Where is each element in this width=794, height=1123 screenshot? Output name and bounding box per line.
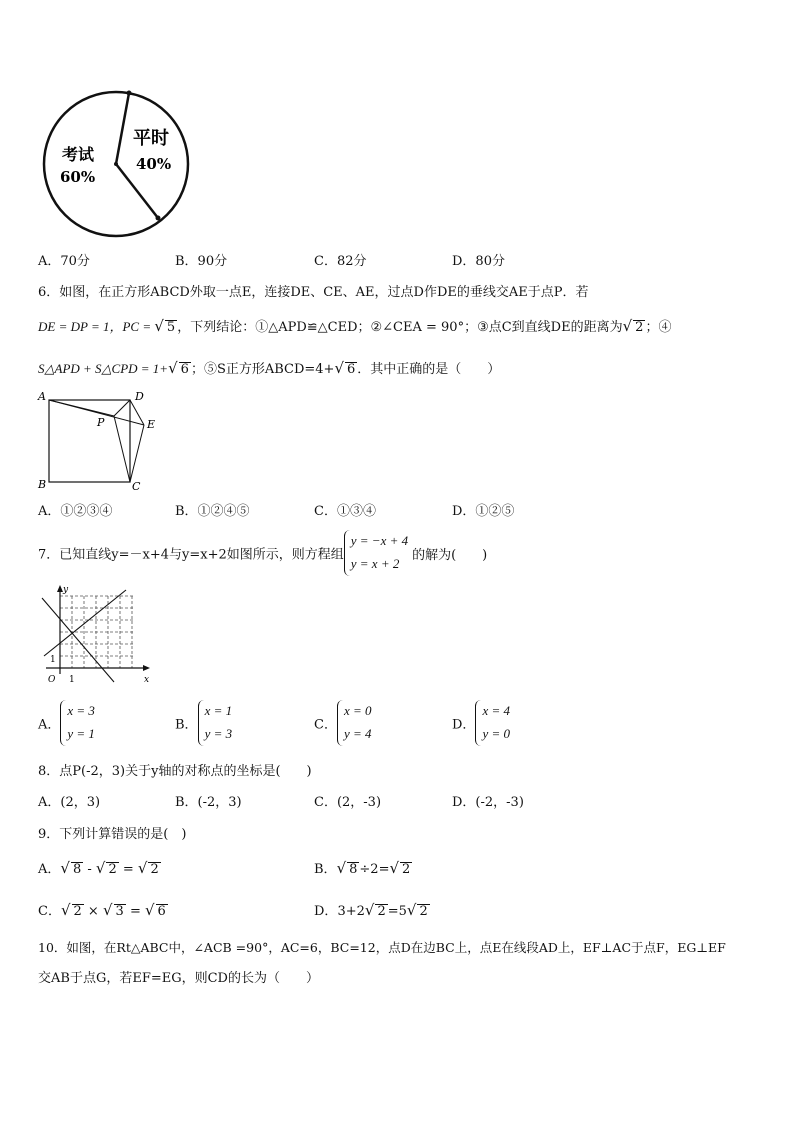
q9-stem: 9．下列计算错误的是( ) <box>38 827 187 842</box>
q7-option-a[interactable]: A．x = 3 y = 1 <box>38 700 95 746</box>
pie-right-pct: 40% <box>136 155 172 173</box>
svg-text:1: 1 <box>69 675 75 685</box>
svg-text:A: A <box>38 390 46 403</box>
svg-text:y: y <box>63 585 69 595</box>
q7-option-c[interactable]: C．x = 0 y = 4 <box>314 700 372 746</box>
svg-text:O: O <box>48 675 56 685</box>
q8-option-d[interactable]: D．(-2，-3) <box>452 795 524 810</box>
q8-option-c[interactable]: C．(2，-3) <box>314 795 382 810</box>
svg-text:B: B <box>38 478 47 491</box>
q5-option-a[interactable]: A．70分 <box>38 254 90 269</box>
q10-stem-line1: 10．如图，在Rt△ABC中，∠ACB =90°，AC=6，BC=12，点D在边BC上，点E在线段AD上，EF⊥AC于点F，EG⊥EF <box>38 940 726 955</box>
q8-stem: 8．点P(-2，3)关于y轴的对称点的坐标是( ) <box>38 764 312 779</box>
q6-option-d[interactable]: D．①②⑤ <box>452 504 515 519</box>
q7-stem: 7．已知直线y=－x+4与y=x+2如图所示，则方程组y = −x + 4 y = x + 2的解为( ) <box>38 530 487 576</box>
q7-graph <box>34 582 159 690</box>
pie-left-pct: 60% <box>60 168 96 186</box>
svg-text:D: D <box>135 390 144 403</box>
q8-option-a[interactable]: A．(2，3) <box>38 795 101 810</box>
q5-option-d[interactable]: D．80分 <box>452 254 505 269</box>
pie-divider-top <box>116 93 129 164</box>
q5-option-c[interactable]: C．82分 <box>314 254 367 269</box>
pie-chart <box>36 82 196 242</box>
q6-stem-line3: S△APD + S△CPD = 1+√ 6 ；⑤S正方形ABCD=4+√ 6 ．其中正确的是（ ） <box>38 359 501 377</box>
pie-right-label: 平时 <box>133 128 169 149</box>
q6-stem-line2: DE = DP = 1，PC = √ 5 ，下列结论：①△APD≌△CED；②∠CEA = 90°；③点C到直线DE的距离为√ 2 ；④ <box>38 317 672 335</box>
q5-option-b[interactable]: B．90分 <box>175 254 228 269</box>
svg-text:E: E <box>147 418 156 431</box>
q6-option-b[interactable]: B．①②④⑤ <box>175 504 250 519</box>
svg-text:C: C <box>132 480 141 493</box>
svg-text:P: P <box>97 416 105 429</box>
q9-option-a[interactable]: A．√ 8 - √ 2 = √ 2 <box>38 859 159 877</box>
q8-option-b[interactable]: B．(-2，3) <box>175 795 242 810</box>
svg-text:1: 1 <box>50 655 56 665</box>
q9-option-c[interactable]: C．√ 2 × √ 3 = √ 6 <box>38 901 166 919</box>
svg-text:x: x <box>144 675 150 685</box>
q6-figure <box>34 388 164 494</box>
q9-option-d[interactable]: D．3+2√ 2 =5√ 2 <box>314 901 428 919</box>
q6-option-c[interactable]: C．①③④ <box>314 504 376 519</box>
q10-stem-line2: 交AB于点G，若EF=EG，则CD的长为（ ） <box>38 971 319 986</box>
q9-option-b[interactable]: B．√ 8 ÷2=√ 2 <box>314 859 411 877</box>
q6-stem-line1: 6．如图，在正方形ABCD外取一点E，连接DE、CE、AE，过点D作DE的垂线交AE于点P．若 <box>38 285 589 300</box>
line-neg <box>42 598 114 682</box>
line-pos <box>44 590 126 656</box>
q7-option-b[interactable]: B．x = 1 y = 3 <box>175 700 232 746</box>
q6-option-a[interactable]: A．①②③④ <box>38 504 113 519</box>
q7-option-d[interactable]: D．x = 4 y = 0 <box>452 700 510 746</box>
pie-left-label: 考试 <box>62 145 95 164</box>
